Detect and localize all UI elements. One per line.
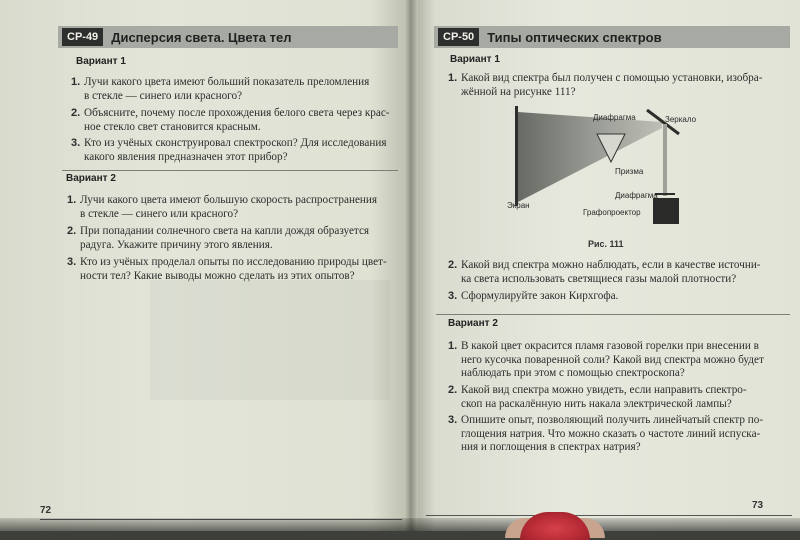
right-section-code: СР-50 (438, 28, 479, 46)
projector-shape (653, 198, 679, 224)
right-v2-q3: 3. Опишите опыт, позволяющий получить линейчатый спектр по- глощения натрия. Что можно сказать о частоте линий испуска- ния и поглощения в спектрах натрия? (448, 414, 764, 453)
left-variant2-title: Вариант 2 (66, 173, 116, 184)
left-section-title: Дисперсия света. Цвета тел (111, 29, 292, 45)
left-v2-q3: 3. Кто из учёных проделал опыты по исследованию природы цвет- ности тел? Какие выводы можно сделать из этих опытов? (67, 256, 387, 282)
left-header (58, 26, 398, 48)
right-header (434, 26, 790, 48)
right-v2-q1: 1. В какой цвет окрасится пламя газовой горелки при внесении в него кусочка поваренной соли? Какой вид спектра можно будет наблюдать при этом с помощью спектроскопа? (448, 340, 764, 379)
light-beam (518, 112, 662, 202)
right-bottom-rule (426, 515, 792, 516)
label-prism: Призма (615, 167, 644, 176)
right-divider (436, 314, 790, 315)
bottom-shadow (0, 518, 800, 531)
left-variant1-title: Вариант 1 (76, 56, 126, 67)
right-v1-q2: 2. Какой вид спектра можно наблюдать, если в качестве источни- ка света использовать светящиеся газы малой плотности? (448, 259, 761, 285)
right-v1-q3: 3. Сформулируйте закон Кирхгофа. (448, 290, 619, 302)
right-section-title: Типы оптических спектров (487, 29, 662, 45)
left-section-code: СР-49 (62, 28, 103, 46)
screen-bar (515, 106, 518, 206)
left-v1-q2: 2. Объясните, почему после прохождения белого света через крас- ное стекло свет становится красным. (71, 107, 390, 133)
right-page (412, 0, 800, 531)
figure-caption: Рис. 111 (588, 239, 624, 249)
book-gutter (404, 0, 418, 531)
left-v2-q2: 2. При попадании солнечного света на капли дождя образуется радуга. Укажите причину этого явления. (67, 225, 370, 251)
label-diaphragm-bottom: Диафрагма (615, 191, 658, 200)
label-projector: Графопроектор (583, 208, 641, 217)
right-v1-q1: 1. Какой вид спектра был получен с помощью установки, изобра- жённой на рисунке 111? (448, 72, 763, 98)
optical-setup-figure (497, 102, 747, 232)
left-v1-q3: 3. Кто из учёных сконструировал спектроскоп? Для исследования какого явления предназначен этот прибор? (71, 137, 387, 163)
bleed-through (150, 280, 390, 400)
left-divider (62, 170, 398, 171)
right-variant1-title: Вариант 1 (450, 54, 500, 65)
label-mirror: Зеркало (665, 115, 697, 124)
label-diaphragm-top: Диафрагма (593, 113, 636, 122)
left-v1-q1: 1. Лучи какого цвета имеют больший показатель преломления в стекле — синего или красного? (71, 76, 370, 102)
left-v2-q1: 1. Лучи какого цвета имеют большую скорость распространения в стекле — синего или красного? (67, 194, 378, 220)
vertical-beam (663, 124, 667, 196)
right-v2-q2: 2. Какой вид спектра можно увидеть, если направить спектро- скоп на раскалённую нить накала электрической лампы? (448, 384, 747, 410)
label-screen: Экран (507, 201, 530, 210)
right-page-number: 73 (752, 500, 764, 511)
right-variant2-title: Вариант 2 (448, 318, 498, 329)
left-page-number: 72 (40, 505, 52, 516)
